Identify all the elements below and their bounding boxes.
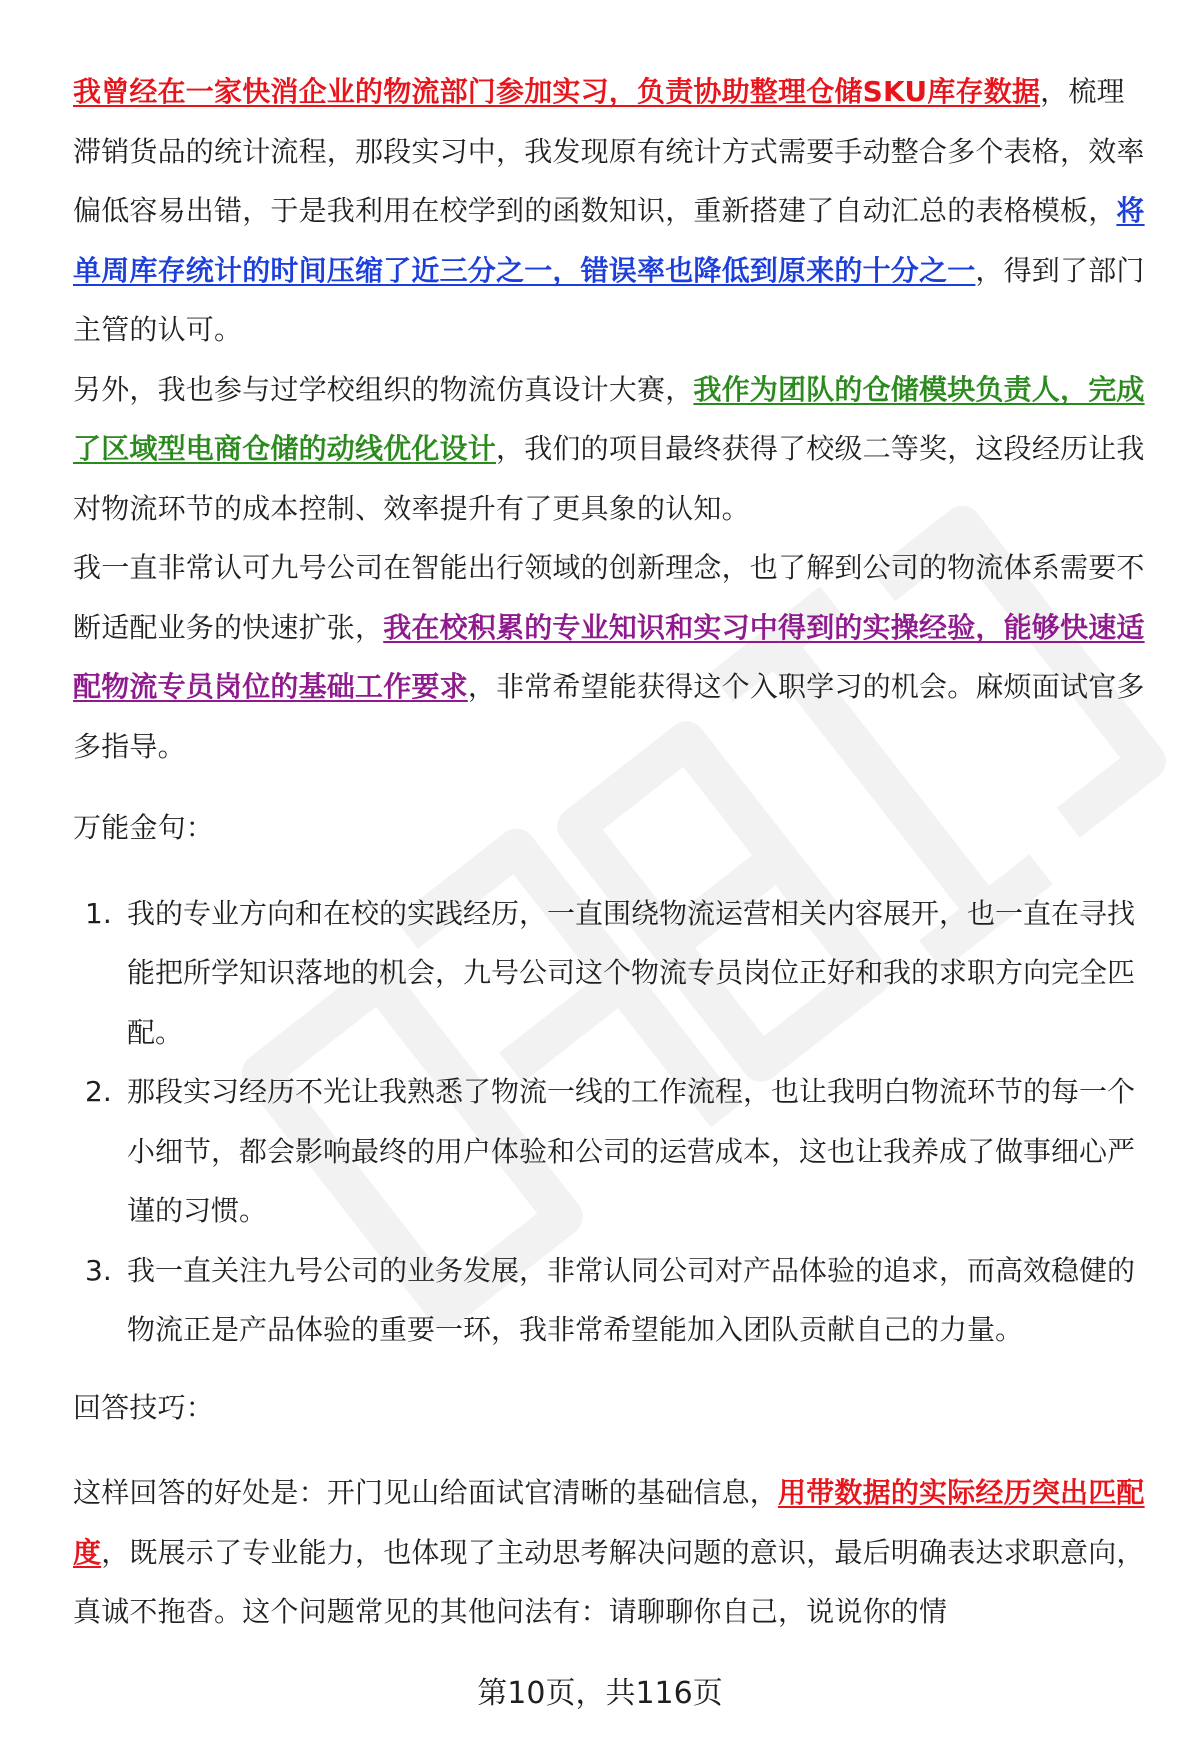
section-heading-answer-tips: 回答技巧： xyxy=(73,1390,215,1424)
paragraph-internship xyxy=(73,62,1148,360)
paragraph-motivation xyxy=(73,538,1148,776)
list-item xyxy=(73,1062,1148,1241)
highlight-tip: 用带数据的实际经历突出匹配度 xyxy=(73,1476,1145,1569)
list-item-number: 1. xyxy=(85,896,112,930)
paragraph-competition xyxy=(73,360,1148,539)
text-segment: ，既展示了专业能力，也体现了主动思考解决问题的意识，最后明确表达求职意向，真诚不拖沓。这个问题常见的其他问法有：请聊聊你自己，说说你的情 xyxy=(73,1535,1145,1628)
golden-phrases-list xyxy=(73,884,1148,1360)
text-segment: ，梳理滞销货品的统计流程，那段实习中，我发现原有统计方式需要手动整合多个表格，效率偏低容易出错，于是我利用在校学到的函数知识，重新搭建了自动汇总的表格模板， xyxy=(73,75,1145,227)
text-segment: 另外，我也参与过学校组织的物流仿真设计大赛， xyxy=(73,372,694,406)
highlight-internship-result: 将单周库存统计的时间压缩了近三分之一，错误率也降低到原来的十分之一 xyxy=(73,194,1145,287)
list-item xyxy=(73,884,1148,1063)
text-segment: ，得到了部门主管的认可。 xyxy=(73,253,1145,346)
text-segment: ，非常希望能获得这个入职学习的机会。麻烦面试官多多指导。 xyxy=(73,670,1145,763)
list-item-text: 那段实习经历不光让我熟悉了物流一线的工作流程，也让我明白物流环节的每一个小细节，都会影响最终的用户体验和公司的运营成本，这也让我养成了做事细心严谨的习惯。 xyxy=(127,1075,1136,1227)
highlight-competition-role: 我作为团队的仓储模块负责人，完成了区域型电商仓储的动线优化设计 xyxy=(73,372,1145,465)
page-number-footer: 第10页，共116页 xyxy=(477,1676,723,1711)
list-item-number: 3. xyxy=(85,1253,112,1287)
list-item-text: 我的专业方向和在校的实践经历，一直围绕物流运营相关内容展开，也一直在寻找能把所学知识落地的机会，九号公司这个物流专员岗位正好和我的求职方向完全匹配。 xyxy=(127,896,1136,1049)
highlight-internship-role: 我曾经在一家快消企业的物流部门参加实习，负责协助整理仓储SKU库存数据 xyxy=(73,75,1041,108)
paragraph-tips xyxy=(73,1463,1148,1642)
list-item-text: 我一直关注九号公司的业务发展，非常认同公司对产品体验的追求，而高效稳健的物流正是产品体验的重要一环，我非常希望能加入团队贡献自己的力量。 xyxy=(127,1253,1136,1346)
text-segment: ，我们的项目最终获得了校级二等奖，这段经历让我对物流环节的成本控制、效率提升有了更具象的认知。 xyxy=(73,432,1145,525)
highlight-fit: 我在校积累的专业知识和实习中得到的实操经验，能够快速适配物流专员岗位的基础工作要求 xyxy=(73,610,1145,703)
document-content xyxy=(73,62,1148,1642)
text-segment: 这样回答的好处是：开门见山给面试官清晰的基础信息， xyxy=(73,1476,779,1509)
list-item-number: 2. xyxy=(85,1075,112,1108)
text-segment: 我一直非常认可九号公司在智能出行领域的创新理念，也了解到公司的物流体系需要不断适配业务的快速扩张， xyxy=(73,551,1145,644)
section-heading-golden-phrases: 万能金句： xyxy=(73,811,215,844)
list-item xyxy=(73,1241,1148,1360)
